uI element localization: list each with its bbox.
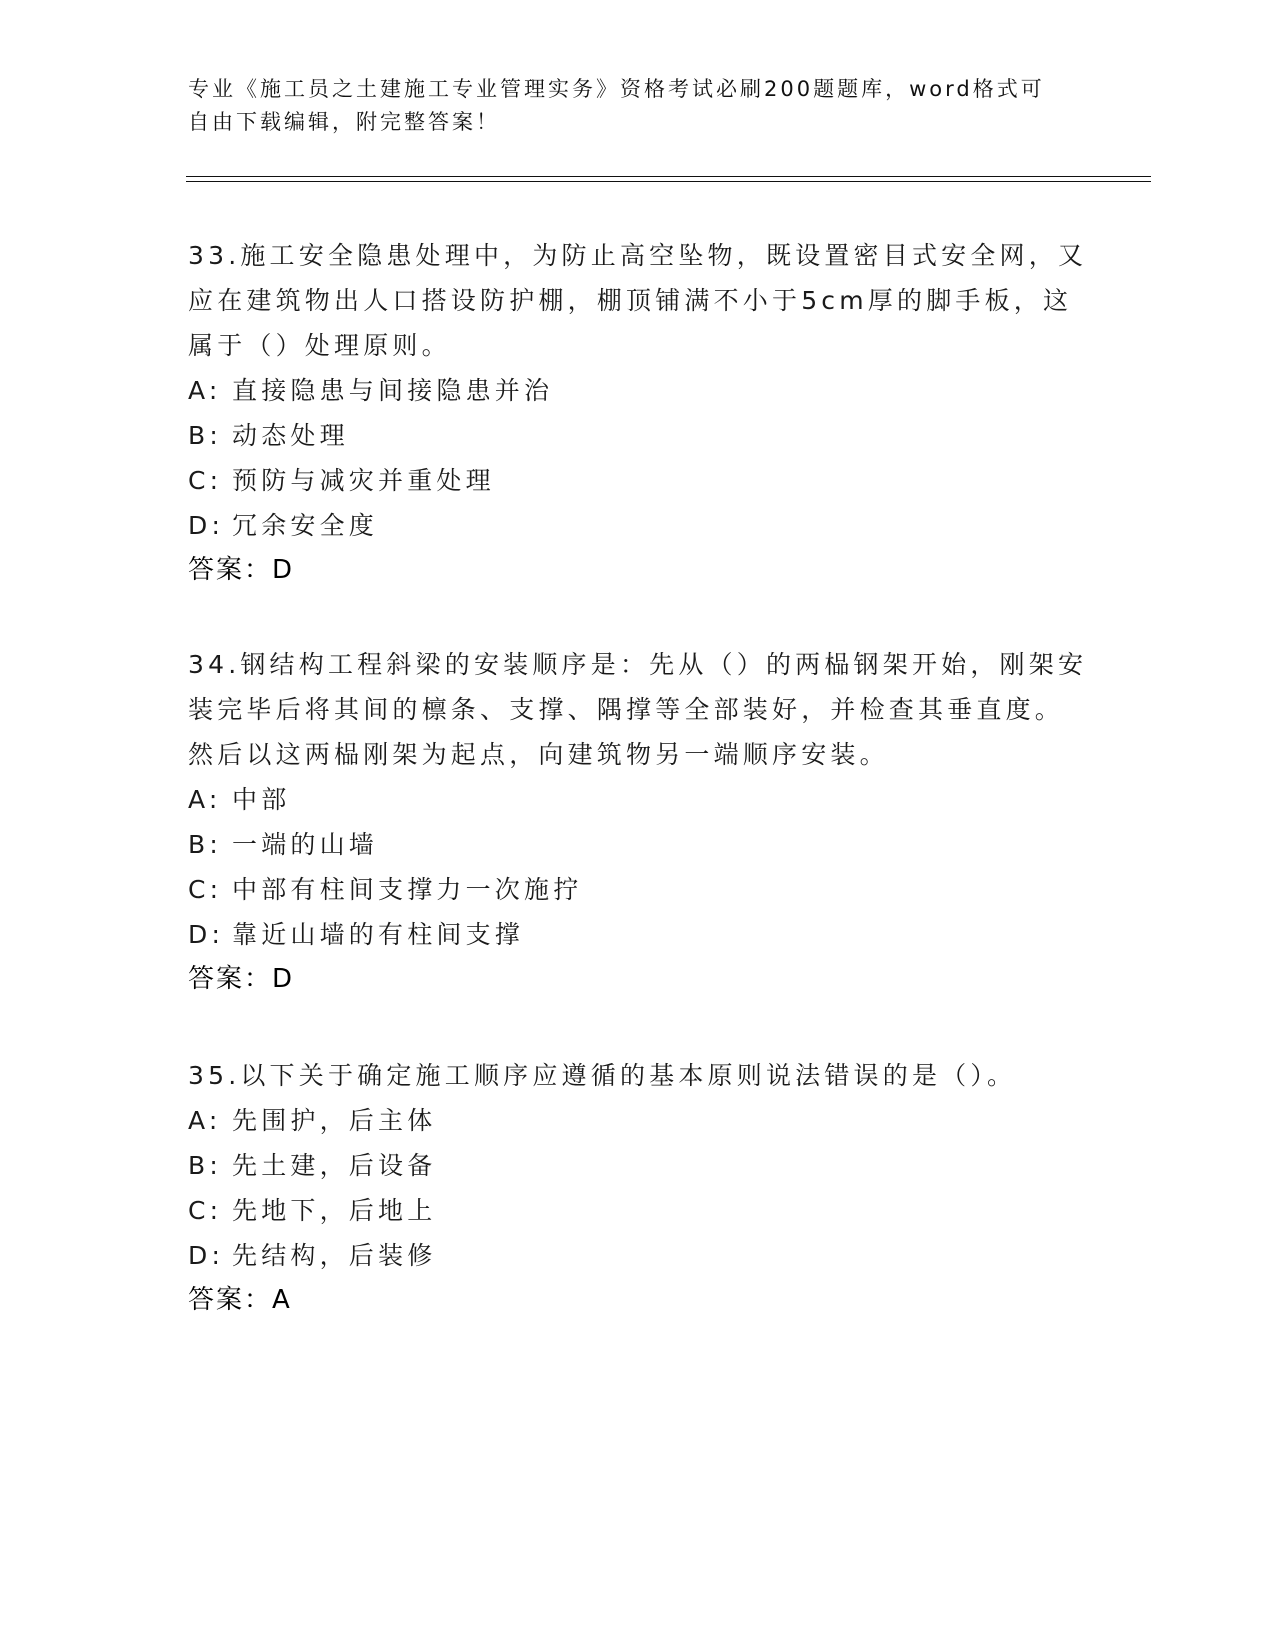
option-d xyxy=(188,912,1088,957)
option-letter: D: xyxy=(188,511,225,540)
option-letter: A: xyxy=(188,376,222,405)
option-c xyxy=(188,1188,1088,1233)
option-text: 先结构，后装修 xyxy=(232,1241,437,1270)
option-text: 中部有柱间支撑力一次施拧 xyxy=(232,875,583,904)
option-b xyxy=(188,413,1088,458)
option-text: 直接隐患与间接隐患并治 xyxy=(232,376,554,405)
document-header xyxy=(188,73,1068,139)
question-stem: 35.以下关于确定施工顺序应遵循的基本原则说法错误的是（）。 xyxy=(188,1061,1017,1090)
option-b xyxy=(188,1143,1088,1188)
option-d xyxy=(188,503,1088,548)
option-letter: C: xyxy=(188,875,223,904)
option-text: 先围护，后主体 xyxy=(232,1106,437,1135)
option-text: 先土建，后设备 xyxy=(232,1151,437,1180)
header-divider-top xyxy=(186,176,1151,177)
header-title-line-1: 专业《施工员之土建施工专业管理实务》资格考试必刷200题题库，word格式可 xyxy=(188,77,1045,101)
answer: 答案：D xyxy=(188,555,295,585)
option-a xyxy=(188,777,1088,822)
question-33 xyxy=(188,233,1088,593)
option-letter: D: xyxy=(188,1241,225,1270)
option-text: 动态处理 xyxy=(232,421,349,450)
option-letter: C: xyxy=(188,1196,223,1225)
question-stem: 33.施工安全隐患处理中，为防止高空坠物，既设置密目式安全网，又应在建筑物出人口搭设防护棚，棚顶铺满不小于5cm厚的脚手板，这属于（）处理原则。 xyxy=(188,241,1088,360)
option-text: 靠近山墙的有柱间支撑 xyxy=(232,920,525,949)
header-title-line-2: 自由下载编辑，附完整答案！ xyxy=(188,110,500,134)
option-letter: C: xyxy=(188,466,223,495)
option-a xyxy=(188,1098,1088,1143)
option-letter: B: xyxy=(188,830,222,859)
option-letter: B: xyxy=(188,421,222,450)
option-text: 预防与减灾并重处理 xyxy=(232,466,495,495)
option-letter: A: xyxy=(188,785,222,814)
option-text: 中部 xyxy=(232,785,291,814)
option-c xyxy=(188,867,1088,912)
option-text: 先地下，后地上 xyxy=(232,1196,437,1225)
option-text: 冗余安全度 xyxy=(232,511,379,540)
question-stem: 34.钢结构工程斜梁的安装顺序是：先从（）的两榀钢架开始，刚架安装完毕后将其间的檩条、支撑、隅撑等全部装好，并检查其垂直度。然后以这两榀刚架为起点，向建筑物另一端顺序安装。 xyxy=(188,650,1088,769)
option-b xyxy=(188,822,1088,867)
answer: 答案：D xyxy=(188,964,295,994)
question-34 xyxy=(188,642,1088,1002)
header-divider-bottom xyxy=(186,181,1151,182)
option-letter: B: xyxy=(188,1151,222,1180)
option-letter: D: xyxy=(188,920,225,949)
question-35 xyxy=(188,1053,1088,1323)
answer: 答案：A xyxy=(188,1285,292,1315)
option-d xyxy=(188,1233,1088,1278)
option-a xyxy=(188,368,1088,413)
option-text: 一端的山墙 xyxy=(232,830,379,859)
option-c xyxy=(188,458,1088,503)
option-letter: A: xyxy=(188,1106,222,1135)
